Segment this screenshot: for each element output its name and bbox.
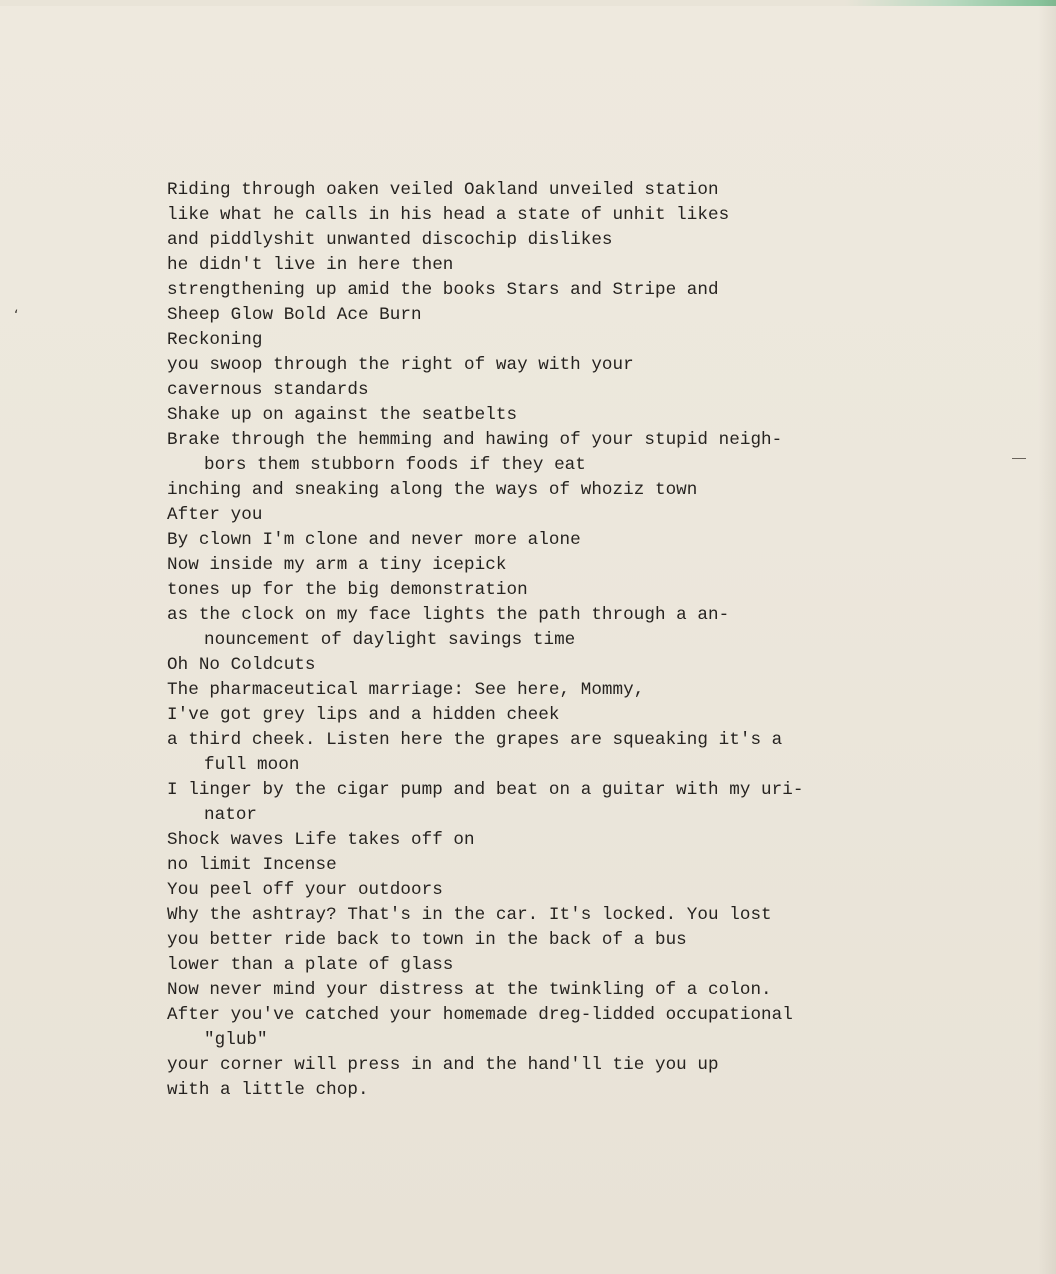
- poem-line: and piddlyshit unwanted discochip dislikes: [167, 230, 613, 250]
- poem-line: I linger by the cigar pump and beat on a guitar with my uri-: [167, 780, 804, 800]
- poem-line: You peel off your outdoors: [167, 880, 443, 900]
- poem-line: no limit Incense: [167, 855, 337, 875]
- poem-line: you better ride back to town in the back of a bus: [167, 930, 687, 950]
- poem-line: tones up for the big demonstration: [167, 580, 528, 600]
- page-top-edge: [0, 0, 1056, 6]
- poem-line: strengthening up amid the books Stars and Stripe and: [167, 280, 719, 300]
- poem-line: like what he calls in his head a state of unhit likes: [167, 205, 730, 225]
- poem-line: Reckoning: [167, 330, 263, 350]
- poem-line: I've got grey lips and a hidden cheek: [167, 705, 560, 725]
- stray-mark-left: ‘: [14, 308, 19, 324]
- poem-line: Oh No Coldcuts: [167, 655, 316, 675]
- poem-line-continuation: "glub": [204, 1030, 268, 1050]
- poem-line: as the clock on my face lights the path through a an-: [167, 605, 730, 625]
- poem-line: Sheep Glow Bold Ace Burn: [167, 305, 422, 325]
- poem-line: Now never mind your distress at the twinkling of a colon.: [167, 980, 772, 1000]
- poem-line: cavernous standards: [167, 380, 369, 400]
- page-right-shadow: [1038, 0, 1056, 1274]
- poem-line: with a little chop.: [167, 1080, 369, 1100]
- poem-line: By clown I'm clone and never more alone: [167, 530, 581, 550]
- stray-mark-right: [1012, 458, 1026, 459]
- poem-text: [167, 178, 927, 1103]
- poem-line-continuation: bors them stubborn foods if they eat: [204, 455, 586, 475]
- poem-line-continuation: nouncement of daylight savings time: [204, 630, 576, 650]
- poem-line: he didn't live in here then: [167, 255, 454, 275]
- poem-line: lower than a plate of glass: [167, 955, 454, 975]
- poem-line-continuation: full moon: [204, 755, 300, 775]
- poem-line: Why the ashtray? That's in the car. It's locked. You lost: [167, 905, 772, 925]
- poem-line: Shake up on against the seatbelts: [167, 405, 518, 425]
- poem-line: Brake through the hemming and hawing of your stupid neigh-: [167, 430, 783, 450]
- poem-line-continuation: nator: [204, 805, 258, 825]
- poem-line: After you've catched your homemade dreg-lidded occupational: [167, 1005, 793, 1025]
- poem-line: your corner will press in and the hand'll tie you up: [167, 1055, 719, 1075]
- poem-line: After you: [167, 505, 263, 525]
- poem-line: Now inside my arm a tiny icepick: [167, 555, 507, 575]
- poem-line: you swoop through the right of way with your: [167, 355, 634, 375]
- poem-line: The pharmaceutical marriage: See here, Mommy,: [167, 680, 645, 700]
- poem-line: Riding through oaken veiled Oakland unveiled station: [167, 180, 719, 200]
- poem-line: a third cheek. Listen here the grapes are squeaking it's a: [167, 730, 783, 750]
- poem-line: inching and sneaking along the ways of whoziz town: [167, 480, 698, 500]
- poem-line: Shock waves Life takes off on: [167, 830, 475, 850]
